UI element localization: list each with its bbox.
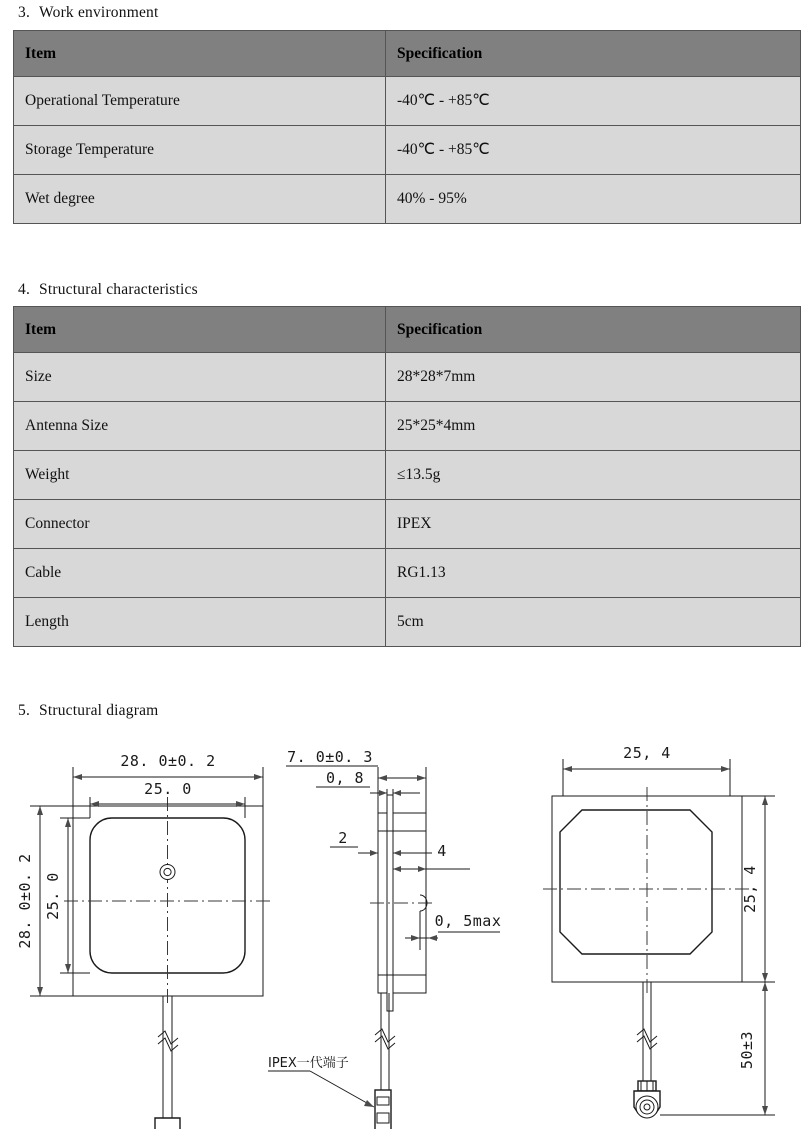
row-label: Wet degree	[14, 175, 386, 224]
rear-view-top-dimension-label: 25, 4	[623, 744, 671, 762]
side-view-step-left-label: 2	[338, 829, 348, 847]
front-view-top-inner-dimension-label: 25. 0	[144, 780, 192, 798]
section-title: Structural characteristics	[39, 281, 198, 298]
table-row	[14, 549, 801, 598]
column-header-specification: Specification	[386, 307, 801, 353]
row-value: 25*25*4mm	[386, 402, 801, 451]
section-title: Structural diagram	[39, 702, 159, 719]
rear-view-cable-dimension-label: 50±3	[738, 1030, 756, 1070]
table-row	[14, 353, 801, 402]
row-label: Cable	[14, 549, 386, 598]
front-view-left-outer-dimension-label: 28. 0±0. 2	[16, 853, 34, 949]
front-view-ipex-connector	[151, 1118, 184, 1129]
rear-view-ipex-connector	[634, 1081, 660, 1118]
table-header-row	[14, 31, 801, 77]
section-number: 4.	[18, 281, 31, 298]
row-value: 40% - 95%	[386, 175, 801, 224]
row-label: Size	[14, 353, 386, 402]
row-value: RG1.13	[386, 549, 801, 598]
table-row	[14, 402, 801, 451]
work-environment-table	[13, 30, 801, 224]
section-heading-structural-characteristics	[18, 281, 198, 299]
row-value: IPEX	[386, 500, 801, 549]
row-label: Storage Temperature	[14, 126, 386, 175]
row-value: ≤13.5g	[386, 451, 801, 500]
column-header-item: Item	[14, 31, 386, 77]
section-heading-structural-diagram	[18, 702, 158, 720]
row-label: Weight	[14, 451, 386, 500]
row-label: Length	[14, 598, 386, 647]
front-view-left-inner-dimension-label: 25. 0	[44, 872, 62, 920]
column-header-specification: Specification	[386, 31, 801, 77]
row-label: Connector	[14, 500, 386, 549]
table-row	[14, 77, 801, 126]
side-view-clearance-label: 0, 5max	[434, 912, 502, 930]
section-number: 5.	[18, 702, 31, 719]
row-value: 28*28*7mm	[386, 353, 801, 402]
row-value: -40℃ - +85℃	[386, 77, 801, 126]
rear-view-right-dimension-label: 25, 4	[741, 865, 759, 913]
table-row	[14, 126, 801, 175]
side-view-plate-label: 0, 8	[325, 769, 365, 787]
side-view-thickness-label: 7. 0±0. 3	[287, 748, 373, 766]
table-row	[14, 598, 801, 647]
table-header-row	[14, 307, 801, 353]
section-title: Work environment	[39, 4, 159, 21]
front-view-cable	[158, 996, 178, 1118]
front-view	[16, 752, 272, 1129]
structural-characteristics-table	[13, 306, 801, 647]
front-view-feed-point-marker	[160, 865, 175, 880]
rear-view-cable-dimension	[660, 982, 775, 1115]
rear-view	[543, 744, 775, 1118]
row-value: -40℃ - +85℃	[386, 126, 801, 175]
row-label: Antenna Size	[14, 402, 386, 451]
ipex-annotation-label: IPEX一代端子	[268, 1056, 349, 1071]
section-heading-work-environment	[18, 4, 159, 22]
column-header-item: Item	[14, 307, 386, 353]
side-view-plate-dimension	[316, 787, 420, 797]
row-value: 5cm	[386, 598, 801, 647]
table-row	[14, 500, 801, 549]
ipex-annotation-leader	[268, 1071, 374, 1107]
side-view-ipex-connector	[375, 1090, 391, 1129]
front-view-top-outer-dimension-label: 28. 0±0. 2	[120, 752, 216, 770]
table-row	[14, 451, 801, 500]
structural-diagram	[0, 735, 812, 1129]
table-row	[14, 175, 801, 224]
section-number: 3.	[18, 4, 31, 21]
side-view	[268, 748, 501, 1129]
side-view-step-right-label: 4	[437, 842, 447, 860]
row-label: Operational Temperature	[14, 77, 386, 126]
